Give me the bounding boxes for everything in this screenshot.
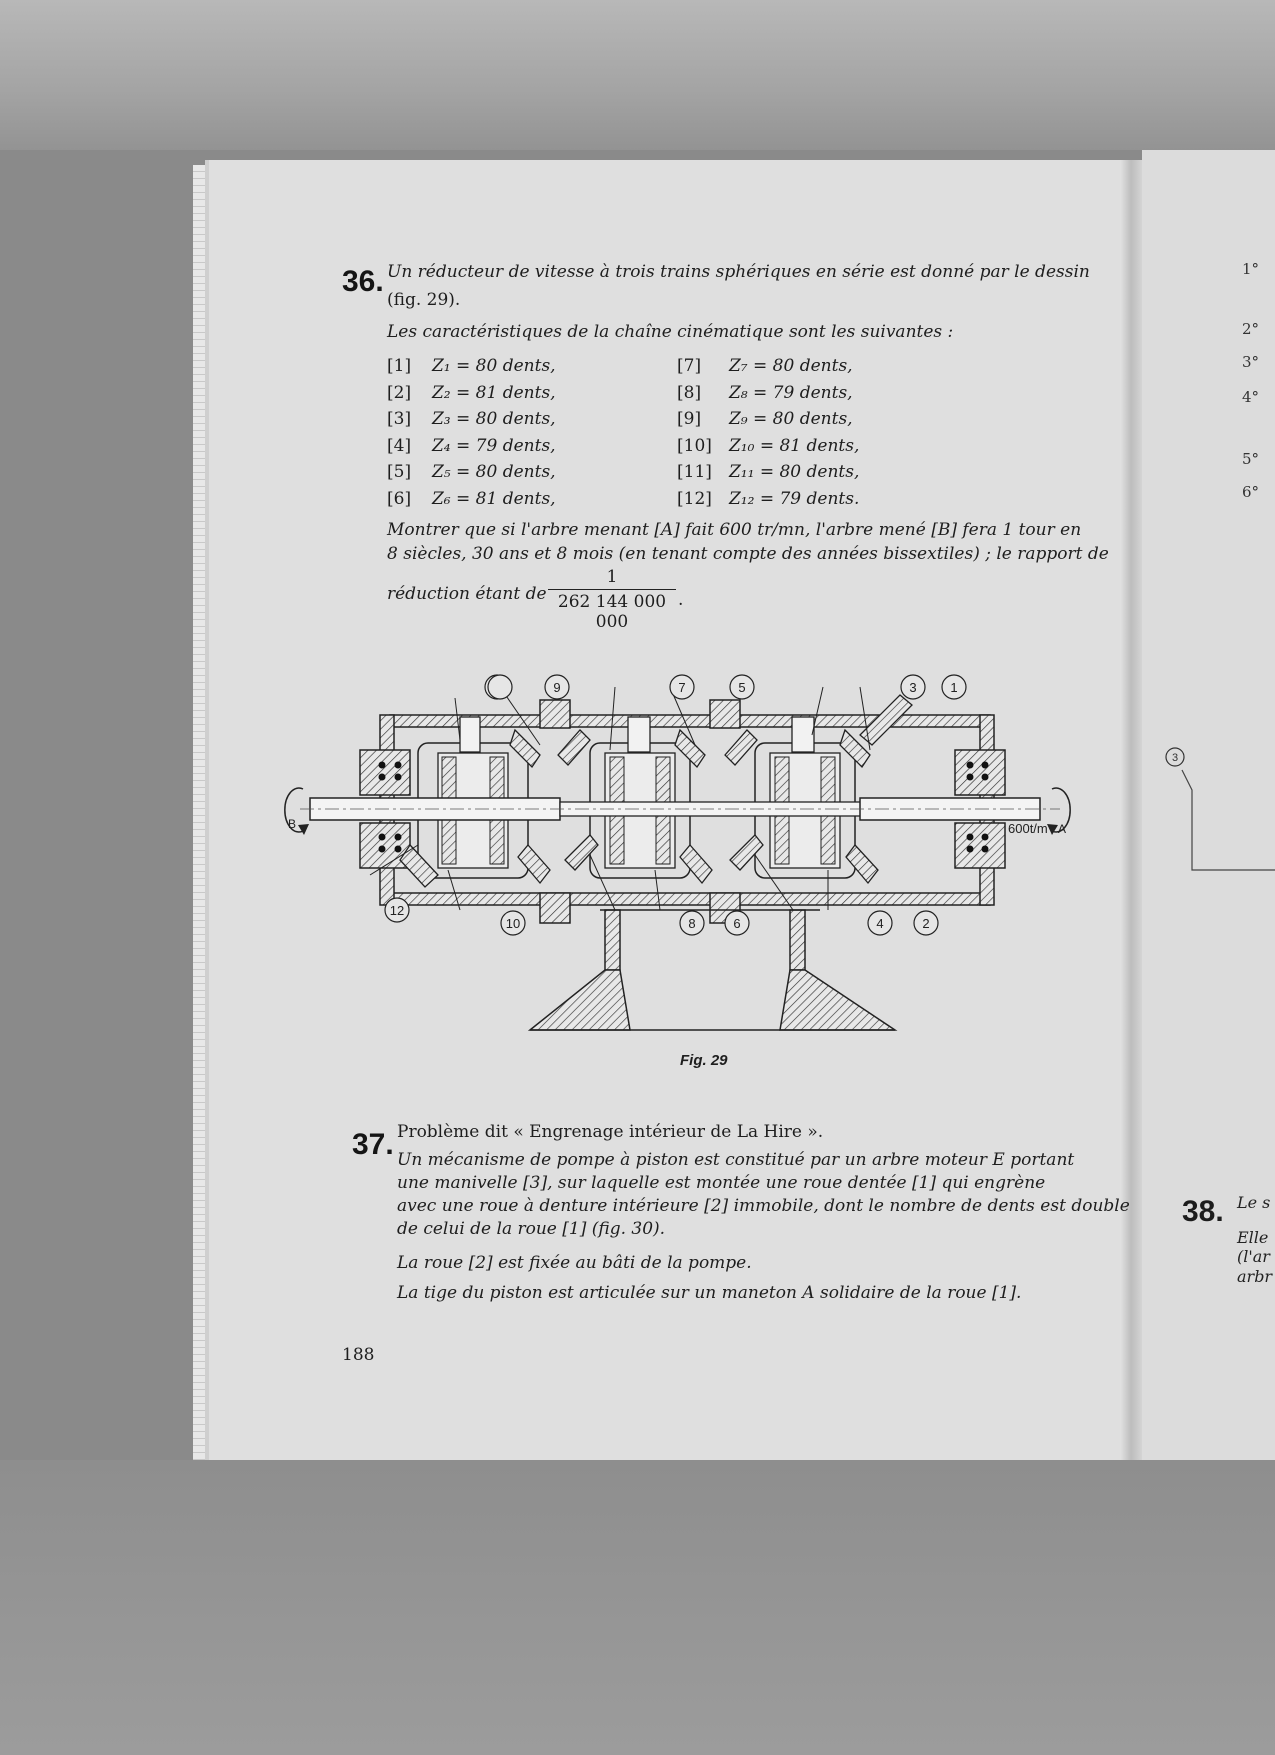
- problem-37-text: de celui de la roue [1] (fig. 30).: [397, 1219, 666, 1239]
- spec-row: [12] Z₁₂ = 79 dents.: [677, 488, 860, 509]
- callout-3: 3: [909, 680, 917, 695]
- next-page-text: (l'ar: [1237, 1247, 1270, 1266]
- next-page-item: 3°: [1242, 353, 1260, 371]
- next-problem-number: 38.: [1182, 1195, 1224, 1228]
- specs-left-column: [387, 353, 556, 512]
- ratio-fraction: [548, 567, 676, 632]
- next-page-figure: [1142, 710, 1275, 870]
- ratio-label: réduction étant de: [387, 584, 547, 604]
- spec-row: [2] Z₂ = 81 dents,: [387, 382, 556, 403]
- callout-5: 5: [738, 680, 746, 695]
- next-page-item: 2°: [1242, 320, 1260, 338]
- problem-37-text: La tige du piston est articulée sur un maneton A solidaire de la roue [1].: [397, 1283, 1022, 1303]
- next-page-item: 1°: [1242, 260, 1260, 278]
- specs-heading: Les caractéristiques de la chaîne cinématique sont les suivantes :: [387, 322, 954, 342]
- spec-row: [3] Z₃ = 80 dents,: [387, 409, 556, 429]
- next-page-text: Elle: [1237, 1228, 1269, 1247]
- problem-37-text: une manivelle [3], sur laquelle est montée une roue dentée [1] qui engrène: [397, 1173, 1046, 1193]
- ratio-numerator: 1: [606, 567, 618, 587]
- spec-row: [7] Z₇ = 80 dents,: [677, 356, 853, 376]
- figure-caption: Fig. 29: [680, 1052, 728, 1069]
- callouts-bottom: [300, 900, 1120, 980]
- callout-7: 7: [678, 680, 686, 695]
- page-number: 188: [342, 1345, 375, 1365]
- spec-row: [11] Z₁₁ = 80 dents,: [677, 462, 860, 482]
- callout-12: 12: [389, 903, 405, 918]
- background-top: [0, 0, 1275, 150]
- problem-36-intro: Un réducteur de vitesse à trois trains sphériques en série est donné par le dessin: [387, 262, 1090, 282]
- page-edge: [193, 165, 205, 1460]
- spec-row: [9] Z₉ = 80 dents,: [677, 409, 853, 429]
- specs-right-column: [677, 353, 859, 512]
- callout-10: 10: [505, 916, 521, 931]
- callout-4: 4: [876, 916, 884, 931]
- spec-row: [10] Z₁₀ = 81 dents,: [677, 435, 860, 456]
- problem-37-text: Un mécanisme de pompe à piston est constitué par un arbre moteur E portant: [397, 1150, 1075, 1170]
- next-page-text: arbr: [1237, 1267, 1273, 1286]
- background-bottom: [0, 1460, 1275, 1755]
- shaft-b-label: B: [288, 817, 297, 831]
- problem-number-36: 36.: [342, 265, 384, 298]
- next-page-item: 4°: [1242, 388, 1260, 406]
- next-page-text: Le s: [1237, 1193, 1271, 1212]
- next-page-item: 5°: [1242, 450, 1260, 468]
- spec-row: [5] Z₅ = 80 dents,: [387, 462, 556, 482]
- problem-number-37: 37.: [352, 1128, 394, 1161]
- callout-1: 1: [950, 680, 958, 695]
- problem-37-text: La roue [2] est fixée au bâti de la pompe.: [397, 1253, 752, 1273]
- next-page: [1142, 150, 1275, 1460]
- callout-2: 2: [922, 916, 930, 931]
- spec-row: [1] Z₁ = 80 dents,: [387, 356, 556, 376]
- problem-37-title: Problème dit « Engrenage intérieur de La Hire ».: [397, 1122, 824, 1142]
- book-gutter: [1120, 160, 1142, 1460]
- problem-36-intro-cont: (fig. 29).: [387, 290, 461, 310]
- problem-36-question: Montrer que si l'arbre menant [A] fait 600 tr/mn, l'arbre mené [B] fera 1 tour en: [387, 520, 1082, 540]
- shaft-a-label: A: [1058, 822, 1067, 836]
- next-page-item: 6°: [1242, 483, 1260, 501]
- speed-label: 600t/m: [1008, 821, 1048, 836]
- problem-37-text: avec une roue à denture intérieure [2] immobile, dont le nombre de dents est double: [397, 1196, 1130, 1216]
- callout-8: 8: [688, 916, 696, 931]
- ratio-denominator: 262 144 000 000: [557, 592, 667, 632]
- ratio-period: .: [678, 590, 684, 610]
- problem-36-question-cont: 8 siècles, 30 ans et 8 mois (en tenant compte des années bissextiles) ; le rapport de: [387, 544, 1109, 564]
- callout-9: 9: [553, 680, 561, 695]
- spec-row: [6] Z₆ = 81 dents,: [387, 488, 556, 509]
- callout-6: 6: [733, 916, 741, 931]
- next-page-callout: 3: [1171, 752, 1179, 764]
- spec-row: [8] Z₈ = 79 dents,: [677, 382, 853, 403]
- spec-row: [4] Z₄ = 79 dents,: [387, 435, 556, 456]
